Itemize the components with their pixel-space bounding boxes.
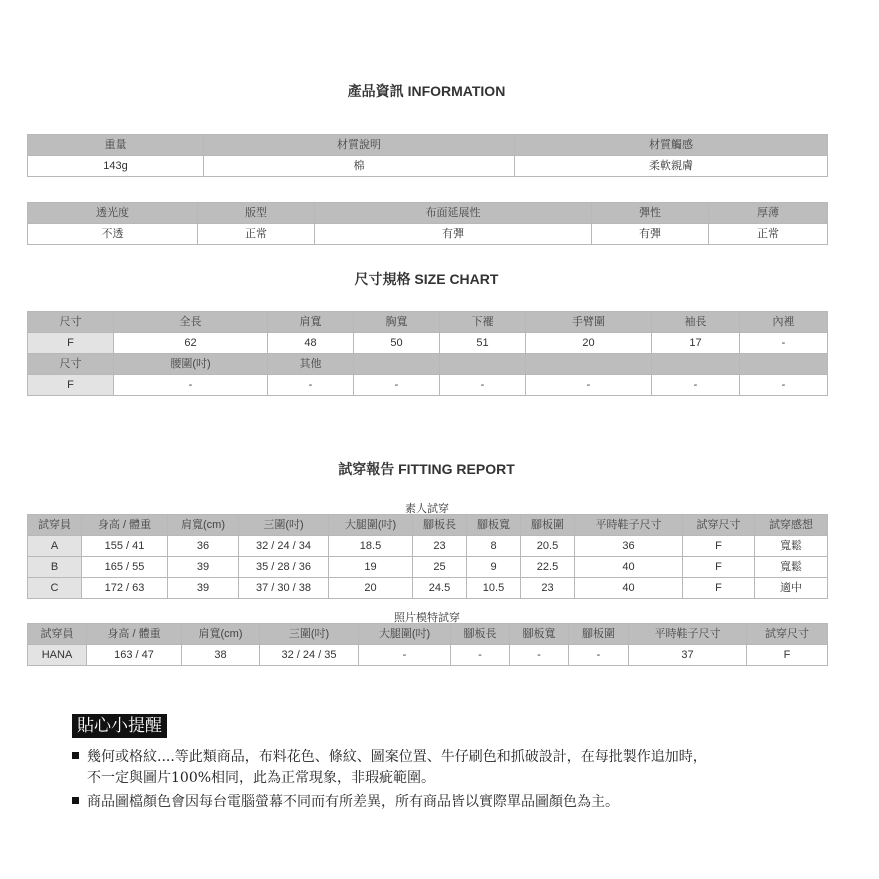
cell: - (740, 375, 828, 396)
cell: - (354, 375, 440, 396)
header-cell: 腳板寬 (510, 624, 569, 645)
header-cell: 腳板圍 (569, 624, 629, 645)
header-cell: 身高 / 體重 (82, 515, 168, 536)
header-cell (740, 354, 828, 375)
header-cell (526, 354, 652, 375)
header-cell: 尺寸 (28, 354, 114, 375)
header-cell: 腳板長 (451, 624, 510, 645)
cell: 36 (575, 536, 683, 557)
header-cell: 內裡 (740, 312, 828, 333)
cell: 35 / 28 / 36 (239, 557, 329, 578)
cell: 32 / 24 / 35 (260, 645, 359, 666)
cell: B (28, 557, 82, 578)
header-cell: 尺寸 (28, 312, 114, 333)
cell: 38 (182, 645, 260, 666)
header-cell: 版型 (198, 203, 315, 224)
cell: 50 (354, 333, 440, 354)
cell: 23 (413, 536, 467, 557)
information-title: 產品資訊 INFORMATION (347, 83, 506, 99)
size-chart-title: 尺寸規格 SIZE CHART (354, 271, 499, 287)
cell: 寬鬆 (755, 557, 828, 578)
cell: 正常 (198, 224, 315, 245)
header-cell: 腳板寬 (467, 515, 521, 536)
header-cell: 袖長 (652, 312, 740, 333)
header-cell (354, 354, 440, 375)
cell: - (440, 375, 526, 396)
model-fitting-table (27, 623, 828, 666)
fabric-table (27, 202, 828, 245)
table-row (28, 645, 828, 666)
cell: 24.5 (413, 578, 467, 599)
header-cell: 平時鞋子尺寸 (575, 515, 683, 536)
cell: 36 (168, 536, 239, 557)
cell: 9 (467, 557, 521, 578)
table-row (28, 333, 828, 354)
header-cell: 材質說明 (204, 135, 515, 156)
cell: 棉 (204, 156, 515, 177)
cell: 23 (521, 578, 575, 599)
cell: 40 (575, 557, 683, 578)
cell: F (28, 375, 114, 396)
cell: 10.5 (467, 578, 521, 599)
cell: 62 (114, 333, 268, 354)
cell: HANA (28, 645, 87, 666)
notice-text: 不一定與圖片100%相同，此為正常現象，非瑕疵範圍。 (87, 770, 436, 786)
cell: 正常 (709, 224, 828, 245)
header-cell: 彈性 (592, 203, 709, 224)
cell: F (747, 645, 828, 666)
square-bullet-icon (72, 752, 79, 759)
header-cell: 腰圍(吋) (114, 354, 268, 375)
header-cell: 肩寬(cm) (168, 515, 239, 536)
cell: - (569, 645, 629, 666)
cell: - (510, 645, 569, 666)
table-row (28, 557, 828, 578)
cell: 20 (526, 333, 652, 354)
table-row (28, 375, 828, 396)
table-row (28, 224, 828, 245)
header-cell: 材質觸感 (515, 135, 828, 156)
notice-text: 幾何或格紋....等此類商品，布料花色、條紋、圖案位置、牛仔刷色和抓破設計，在每批製作追加時， (87, 749, 707, 765)
cell: 40 (575, 578, 683, 599)
cell: F (683, 578, 755, 599)
header-cell: 大腿圍(吋) (329, 515, 413, 536)
table-row (28, 156, 828, 177)
cell: - (359, 645, 451, 666)
cell: 20 (329, 578, 413, 599)
amateur-caption: 素人試穿 (405, 503, 449, 515)
cell: 柔軟親膚 (515, 156, 828, 177)
cell: 17 (652, 333, 740, 354)
cell: 165 / 55 (82, 557, 168, 578)
cell: 172 / 63 (82, 578, 168, 599)
cell: 25 (413, 557, 467, 578)
square-bullet-icon (72, 797, 79, 804)
header-cell: 其他 (268, 354, 354, 375)
cell: F (683, 557, 755, 578)
header-cell: 肩寬(cm) (182, 624, 260, 645)
cell: 8 (467, 536, 521, 557)
table-header-row (28, 624, 828, 645)
header-cell: 胸寬 (354, 312, 440, 333)
cell: A (28, 536, 82, 557)
cell: 163 / 47 (87, 645, 182, 666)
cell: 51 (440, 333, 526, 354)
header-cell: 試穿感想 (755, 515, 828, 536)
cell: - (526, 375, 652, 396)
cell: C (28, 578, 82, 599)
header-cell: 布面延展性 (315, 203, 592, 224)
header-cell: 平時鞋子尺寸 (629, 624, 747, 645)
cell: 39 (168, 557, 239, 578)
cell: - (114, 375, 268, 396)
header-cell: 試穿尺寸 (747, 624, 828, 645)
cell: 不透 (28, 224, 198, 245)
cell: 48 (268, 333, 354, 354)
header-cell: 下襬 (440, 312, 526, 333)
header-cell: 三圍(吋) (239, 515, 329, 536)
cell: - (652, 375, 740, 396)
table-row (28, 536, 828, 557)
header-cell: 重量 (28, 135, 204, 156)
header-cell: 厚薄 (709, 203, 828, 224)
header-cell: 試穿尺寸 (683, 515, 755, 536)
cell: 20.5 (521, 536, 575, 557)
header-cell: 肩寬 (268, 312, 354, 333)
table-row (28, 578, 828, 599)
header-cell: 全長 (114, 312, 268, 333)
cell: 寬鬆 (755, 536, 828, 557)
cell: 18.5 (329, 536, 413, 557)
header-cell (652, 354, 740, 375)
amateur-fitting-table (27, 514, 828, 599)
cell: 143g (28, 156, 204, 177)
fitting-report-title: 試穿報告 FITTING REPORT (338, 461, 515, 477)
notice-item (72, 792, 619, 813)
cell: 37 (629, 645, 747, 666)
cell: 37 / 30 / 38 (239, 578, 329, 599)
notice-text: 商品圖檔顏色會因每台電腦螢幕不同而有所差異，所有商品皆以實際單品圖顏色為主。 (87, 794, 619, 810)
cell: - (268, 375, 354, 396)
header-cell: 腳板圍 (521, 515, 575, 536)
cell: 19 (329, 557, 413, 578)
table-header-row (28, 203, 828, 224)
header-cell (440, 354, 526, 375)
cell: 39 (168, 578, 239, 599)
header-cell: 試穿員 (28, 624, 87, 645)
header-cell: 試穿員 (28, 515, 82, 536)
cell: F (683, 536, 755, 557)
cell: - (451, 645, 510, 666)
table-header-row (28, 354, 828, 375)
cell: 32 / 24 / 34 (239, 536, 329, 557)
model-caption: 照片模特試穿 (394, 612, 460, 624)
notice-title: 貼心小提醒 (72, 714, 167, 738)
size-table (27, 311, 828, 396)
header-cell: 透光度 (28, 203, 198, 224)
cell: 適中 (755, 578, 828, 599)
header-cell: 三圍(吋) (260, 624, 359, 645)
cell: 155 / 41 (82, 536, 168, 557)
cell: 有彈 (592, 224, 709, 245)
header-cell: 大腿圍(吋) (359, 624, 451, 645)
material-table (27, 134, 828, 177)
table-header-row (28, 135, 828, 156)
cell: 有彈 (315, 224, 592, 245)
notice-item (72, 747, 707, 789)
cell: F (28, 333, 114, 354)
header-cell: 腳板長 (413, 515, 467, 536)
cell: - (740, 333, 828, 354)
header-cell: 身高 / 體重 (87, 624, 182, 645)
table-header-row (28, 312, 828, 333)
table-header-row (28, 515, 828, 536)
header-cell: 手臂圍 (526, 312, 652, 333)
cell: 22.5 (521, 557, 575, 578)
